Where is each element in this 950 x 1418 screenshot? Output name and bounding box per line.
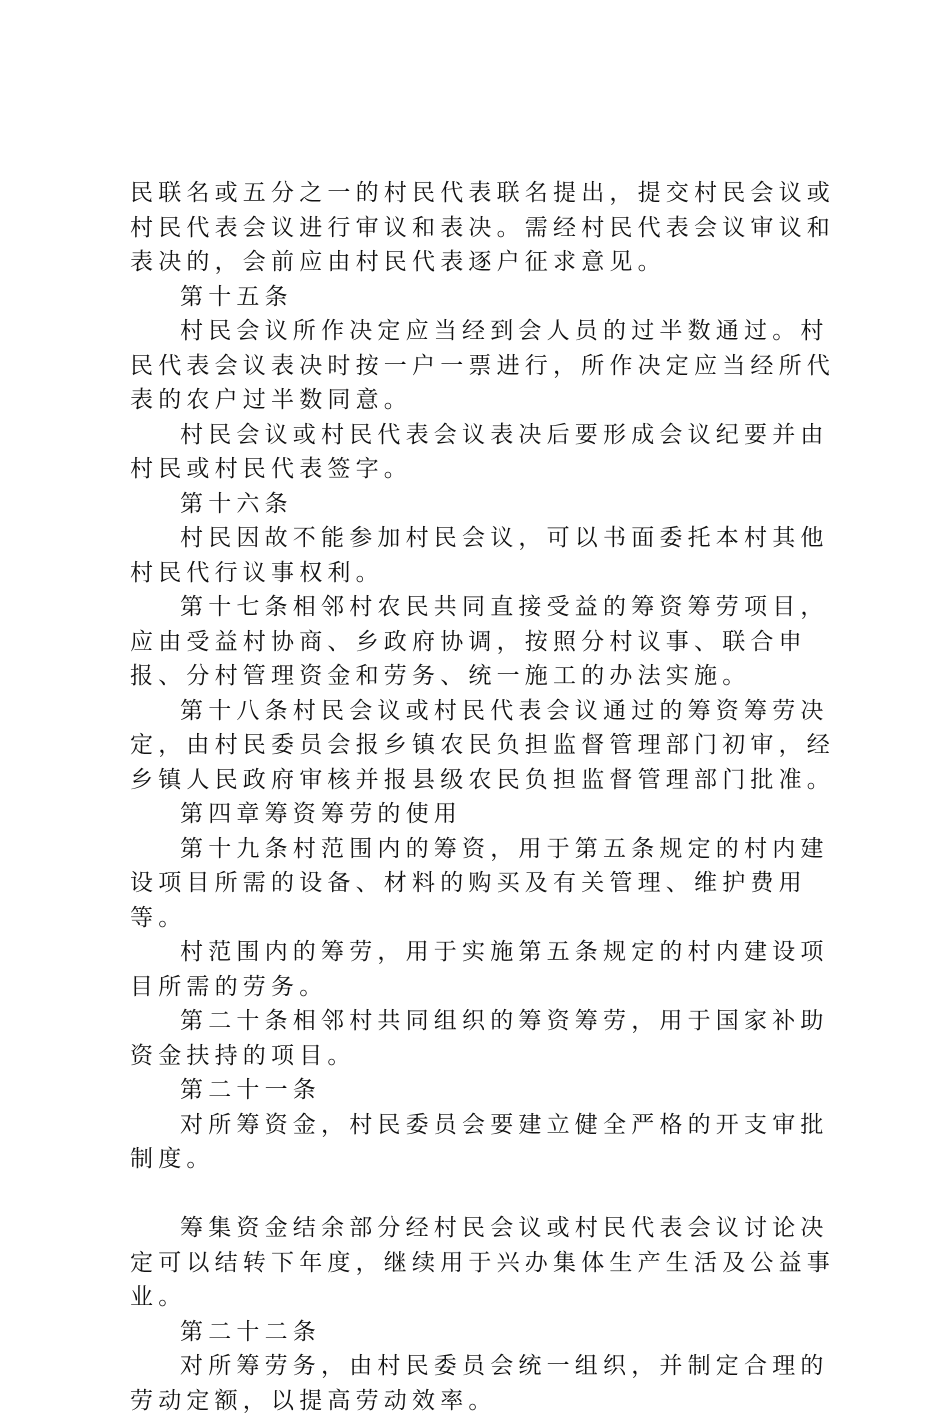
chapter-heading-4: 第四章筹资筹劳的使用 — [180, 801, 462, 827]
blank-line — [130, 1177, 850, 1212]
paragraph-continuation: 民联名或五分之一的村民代表联名提出，提交村民会议或村民代表会议进行审议和表决。需经村民代表会议审议和表决的，会前应由村民代表逐户征求意见。 — [130, 180, 835, 275]
article-heading-15: 第十五条 — [180, 283, 293, 310]
paragraph-article-18: 第十八条村民会议或村民代表会议通过的筹资筹劳决定，由村民委员会报乡镇农民负担监督管理部门初审，经乡镇人民政府审核并报县级农民负担监督管理部门批准。 — [130, 697, 835, 793]
paragraph-article-19: 第十九条村范围内的筹资，用于第五条规定的村内建设项目所需的设备、材料的购买及有关管理、维护费用等。 — [130, 835, 829, 931]
paragraph: 村民因故不能参加村民会议，可以书面委托本村其他村民代行议事权利。 — [130, 525, 829, 586]
paragraph: 村民会议或村民代表会议表决后要形成会议纪要并由村民或村民代表签字。 — [130, 421, 829, 482]
paragraph: 村民会议所作决定应当经到会人员的过半数通过。村民代表会议表决时按一户一票进行，所作决定应当经所代表的农户过半数同意。 — [130, 318, 835, 413]
paragraph: 对所筹资金，村民委员会要建立健全严格的开支审批制度。 — [130, 1111, 829, 1172]
paragraph-article-20: 第二十条相邻村共同组织的筹资筹劳，用于国家补助资金扶持的项目。 — [130, 1008, 829, 1069]
article-heading-22: 第二十二条 — [180, 1318, 321, 1345]
paragraph: 筹集资金结余部分经村民会议或村民代表会议讨论决定可以结转下年度，继续用于兴办集体生产生活及公益事业。 — [130, 1215, 835, 1310]
article-heading-21: 第二十一条 — [180, 1077, 321, 1103]
paragraph-article-17: 第十七条相邻村农民共同直接受益的筹资筹劳项目，应由受益村协商、乡政府协调，按照分村议事、联合申报、分村管理资金和劳务、统一施工的办法实施。 — [130, 594, 829, 689]
document-body — [130, 176, 850, 1418]
paragraph: 对所筹劳务，由村民委员会统一组织，并制定合理的劳动定额，以提高劳动效率。 — [130, 1353, 829, 1414]
article-heading-16: 第十六条 — [180, 490, 293, 517]
paragraph: 村范围内的筹劳，用于实施第五条规定的村内建设项目所需的劳务。 — [130, 939, 829, 1000]
